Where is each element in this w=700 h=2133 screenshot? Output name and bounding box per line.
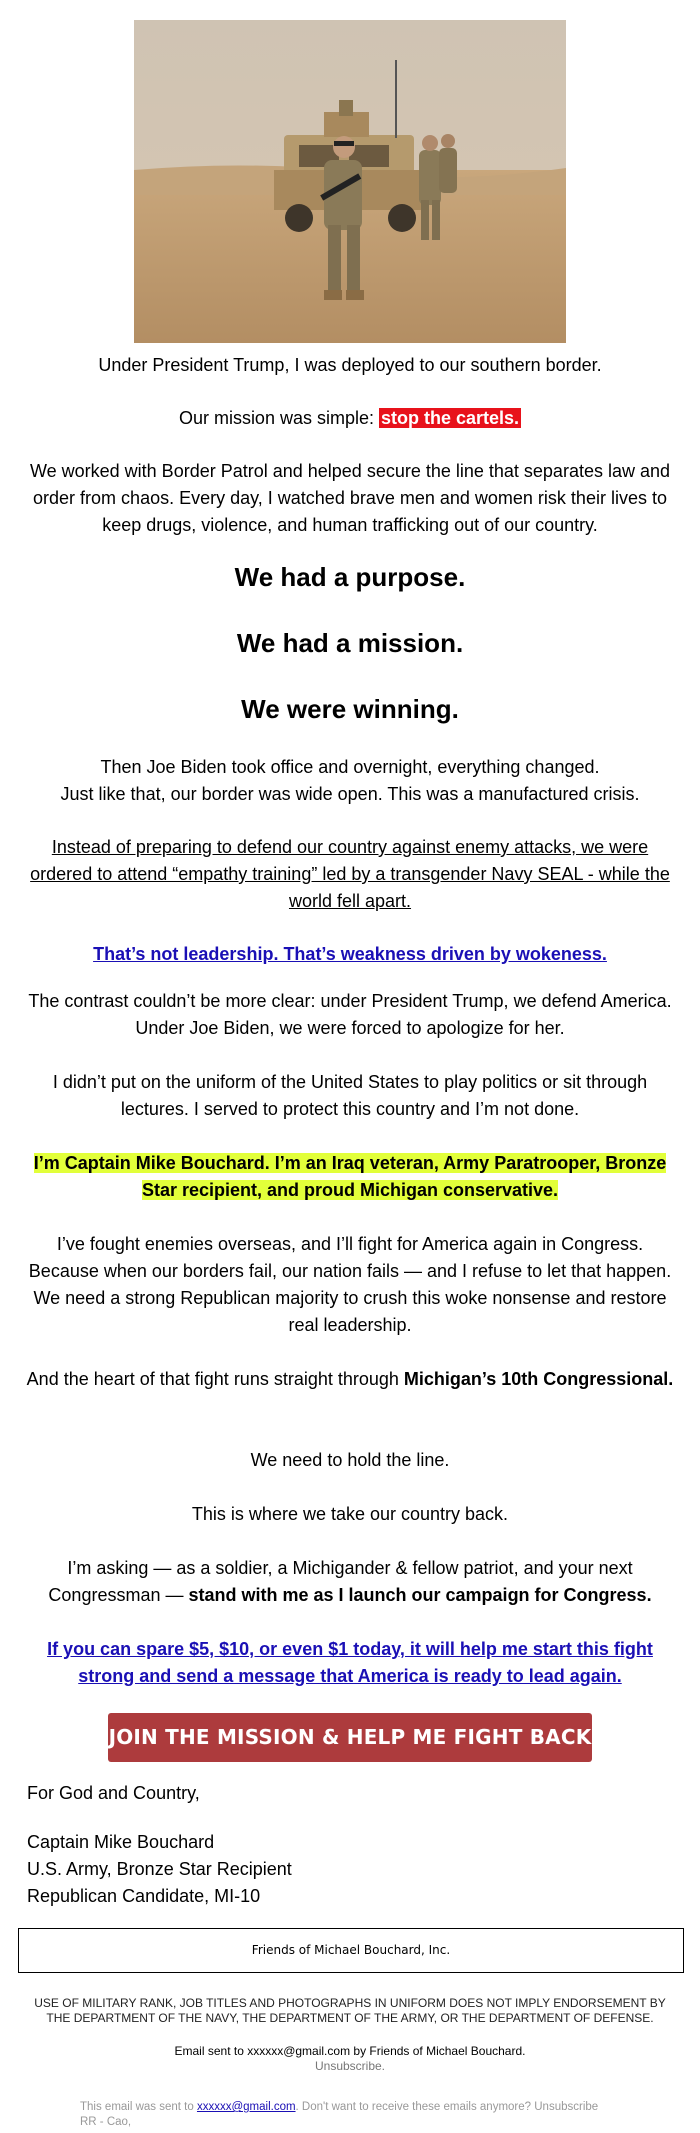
- mission-line: [22, 405, 678, 432]
- biden-line-1: Then Joe Biden took office and overnight, everything changed.: [100, 757, 600, 777]
- unsubscribe-link[interactable]: Unsubscribe.: [314, 2059, 386, 2073]
- footer-prefix: This email was sent to: [80, 2101, 197, 2113]
- asking-bold: stand with me as I launch our campaign for Congress.: [188, 1585, 652, 1605]
- footer-line: [80, 2100, 640, 2115]
- email-sent-line: Email sent to xxxxxx@gmail.com by Friends of Michael Bouchard.: [174, 2044, 526, 2058]
- mission-prefix: Our mission was simple:: [178, 408, 379, 428]
- biden-line-2: Just like that, our border was wide open. This was a manufactured crisis.: [60, 784, 640, 804]
- intro-line: Under President Trump, I was deployed to our southern border.: [98, 355, 602, 375]
- heart-prefix: And the heart of that fight runs straight through: [26, 1369, 404, 1389]
- leadership-link-wrap: [22, 941, 678, 968]
- signoff-title: U.S. Army, Bronze Star Recipient: [27, 1859, 292, 1879]
- signoff-closing: For God and Country,: [27, 1783, 200, 1803]
- border-patrol-paragraph: We worked with Border Patrol and helped secure the line that separates law and order from chaos. Every day, I watched brave men and women risk their lives to keep drugs, violence, and human trafficking out of our country.: [29, 461, 671, 535]
- headline-purpose: We had a purpose.: [234, 562, 466, 592]
- heart-bold: Michigan’s 10th Congressional.: [403, 1369, 674, 1389]
- spare-link-wrap: [22, 1636, 678, 1690]
- mission-highlight: stop the cartels.: [381, 408, 520, 428]
- asking-prefix: I’m asking — as a soldier, a Michigander & fellow patriot, and your next Congressman —: [48, 1558, 633, 1605]
- soldier-photo-icon: [134, 20, 566, 343]
- heart-paragraph: [22, 1366, 678, 1393]
- footer-email-link[interactable]: xxxxxx@gmail.com: [196, 2101, 296, 2113]
- disclaimer: USE OF MILITARY RANK, JOB TITLES AND PHOTOGRAPHS IN UNIFORM DOES NOT IMPLY ENDORSEMENT BY THE DEPARTMENT OF THE NAVY, THE DEPARTMENT OF THE ARMY, OR THE DEPARTMENT OF DEFENSE.: [34, 1996, 666, 2025]
- headline-winning: We were winning.: [241, 694, 459, 724]
- empathy-paragraph: Instead of preparing to defend our country against enemy attacks, we were ordered to attend “empathy training” led by a transgender Navy SEAL - while the world fell apart.: [30, 837, 670, 911]
- hero-photo: [134, 20, 566, 343]
- uniform-paragraph: I didn’t put on the uniform of the United States to play politics or sit through lectures. I served to protect this country and I’m not done.: [52, 1072, 648, 1119]
- contrast-paragraph: The contrast couldn’t be more clear: under President Trump, we defend America. Under Joe Biden, we were forced to apologize for her.: [28, 991, 672, 1038]
- take-back-line: This is where we take our country back.: [191, 1504, 509, 1524]
- leadership-link[interactable]: That’s not leadership. That’s weakness driven by wokeness.: [93, 944, 607, 964]
- headline-mission: We had a mission.: [236, 628, 464, 658]
- introduction-paragraph: [22, 1150, 678, 1204]
- donate-link[interactable]: If you can spare $5, $10, or even $1 today, it will help me start this fight strong and send a message that America is ready to lead again.: [47, 1639, 653, 1686]
- paid-for-box: Friends of Michael Bouchard, Inc.: [18, 1928, 684, 1973]
- footer-line-2: RR - Cao,: [80, 2116, 132, 2128]
- hold-line: We need to hold the line.: [250, 1450, 450, 1470]
- signoff-candidate: Republican Candidate, MI-10: [27, 1886, 261, 1906]
- footer-suffix: . Don't want to receive these emails anymore? Unsubscribe: [295, 2101, 599, 2113]
- asking-paragraph: [22, 1555, 678, 1609]
- introduction-highlight: I’m Captain Mike Bouchard. I’m an Iraq veteran, Army Paratrooper, Bronze Star recipient, and proud Michigan conservative.: [33, 1153, 667, 1200]
- signoff-name: Captain Mike Bouchard: [27, 1832, 215, 1852]
- fought-paragraph: I’ve fought enemies overseas, and I’ll fight for America again in Congress. Because when our borders fail, our nation fails — and I refuse to let that happen. We need a strong Republican majority to crush this woke nonsense and restore real leadership.: [28, 1234, 672, 1335]
- join-mission-button[interactable]: JOIN THE MISSION & HELP ME FIGHT BACK: [108, 1713, 592, 1762]
